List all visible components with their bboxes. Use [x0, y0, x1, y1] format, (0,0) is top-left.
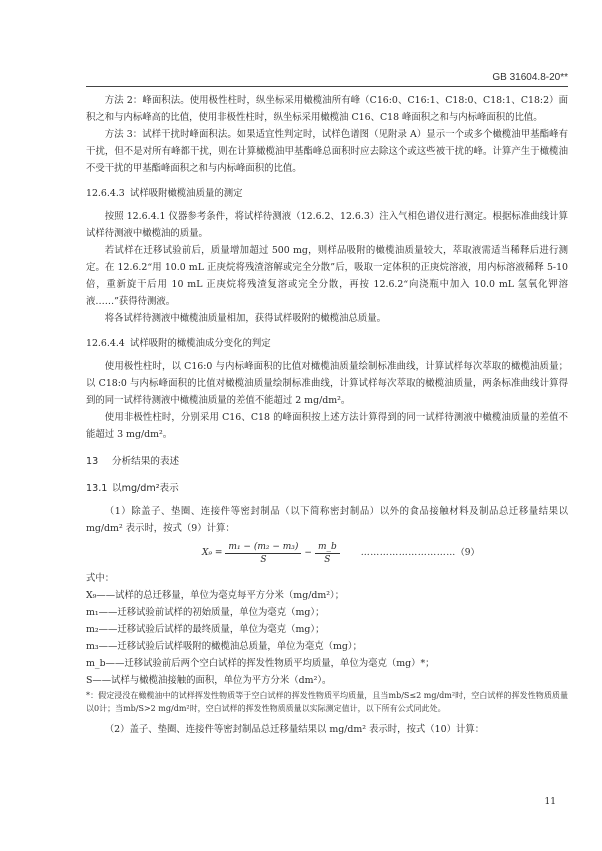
formula-operator: −	[304, 548, 312, 558]
paragraph-12-6-4-4-b: 使用非极性柱时，分别采用 C16、C18 的峰面积按上述方法计算得到的同一试样待测液中橄榄油质量的差值不能超过 3 mg/dm²。	[86, 412, 568, 440]
fraction-1	[225, 541, 301, 566]
section-number: 13.1	[86, 483, 108, 494]
section-title: 试样吸附橄榄油质量的测定	[130, 188, 243, 199]
formula-9	[202, 541, 568, 566]
definition-item: X₉——试样的总迁移量，单位为毫克每平方分米（mg/dm²）；	[86, 590, 345, 601]
definition-item: m₁——迁移试验前试样的初始质量，单位为毫克（mg）；	[86, 607, 325, 618]
section-13-heading	[86, 453, 568, 470]
section-12-6-4-4-heading	[86, 335, 568, 352]
page-body	[86, 92, 568, 738]
section-title: 分析结果的表述	[112, 456, 180, 467]
definition-item: m_b——迁移试验前后两个空白试样的挥发性物质平均质量，单位为毫克（mg）*；	[86, 658, 435, 669]
section-title: 以mg/dm²表示	[112, 483, 179, 494]
method-2-paragraph: 方法 2：峰面积法。使用极性柱时，纵坐标采用橄榄油所有峰（C16:0、C16:1、C18:0、C18:1、C18:2）面积之和与内标峰高的比值，使用非极性柱时，纵坐标采用橄榄油 C16、C18 峰面积之和与内标峰面积的比值。	[86, 95, 568, 123]
variable-definitions	[86, 587, 568, 689]
definition-item: m₂——迁移试验后试样的最终质量，单位为毫克（mg）；	[86, 624, 325, 635]
fraction-2	[315, 541, 340, 566]
paragraph-13-1-second: （2）盖子、垫圈、连接件等密封制品总迁移量结果以 mg/dm² 表示时，按式（10）计算：	[104, 724, 485, 735]
header-rule	[86, 86, 568, 87]
page-number: 11	[544, 797, 556, 807]
section-number: 12.6.4.3	[86, 188, 125, 199]
section-13-1-heading	[86, 480, 568, 497]
fraction-2-denominator: S	[324, 555, 331, 565]
definition-item: S——试样与橄榄油接触的面积，单位为平方分米（dm²）。	[86, 675, 332, 686]
formula-lhs: X₉ =	[202, 548, 223, 558]
equation-number: （9）	[455, 548, 480, 558]
section-number: 13	[86, 456, 99, 467]
footnote: *：假定浸没在橄榄油中的试样挥发性物质等于空白试样的挥发性物质平均质量，且当mb/S≤2 mg/dm²时，空白试样的挥发性物质质量以0计；当mb/S>2 mg/dm²时，空白试样的挥发性物质质量以实际测定值计，以下所有公式同此处。	[86, 691, 568, 713]
formula-leader-dots: …………………………	[360, 548, 456, 558]
fraction-1-numerator: m₁ − (m₂ − m₃)	[225, 541, 301, 554]
method-3-paragraph: 方法 3：试样干扰时峰面积法。如果适宜性判定时，试样色谱图（见附录 A）显示一个或多个橄榄油甲基酯峰有干扰，但不是对所有峰都干扰，则在计算橄榄油甲基酯峰总面积时应去除这个或这些被干扰的峰。计算产生于橄榄油不受干扰的甲基酯峰面积之和与内标峰面积的比值。	[86, 129, 568, 174]
paragraph-12-6-4-4-a: 使用极性柱时，以 C16:0 与内标峰面积的比值对橄榄油质量绘制标准曲线，计算试样每次萃取的橄榄油质量；以 C18:0 与内标峰面积的比值对橄榄油质量绘制标准曲线，计算试样每次萃取的橄榄油质量，两条标准曲线计算得到的同一试样待测液中橄榄油质量的差值不能超过 2 mg/dm²。	[86, 361, 568, 406]
where-label: 式中：	[86, 573, 115, 584]
paragraph-13-1-intro: （1）除盖子、垫圈、连接件等密封制品（以下简称密封制品）以外的食品接触材料及制品总迁移量结果以 mg/dm² 表示时，按式（9）计算：	[86, 506, 568, 534]
section-title: 试样吸附的橄榄油成分变化的判定	[130, 338, 271, 349]
standard-number: GB 31604.8-20**	[492, 72, 568, 83]
fraction-1-denominator: S	[260, 555, 267, 565]
paragraph-12-6-4-3-a: 按照 12.6.4.1 仪器参考条件，将试样待测液（12.6.2、12.6.3）注入气相色谱仪进行测定。根据标准曲线计算试样待测液中橄榄油的质量。	[86, 211, 568, 239]
paragraph-12-6-4-3-b: 若试样在迁移试验前后，质量增加超过 500 mg，则样品吸附的橄榄油质量较大，萃取液需适当稀释后进行测定。在 12.6.2“用 10.0 mL 正庚烷将残渣溶解或完全分散”后，吸取一定体积的正庚烷溶液，用内标溶液稀释 5-10 倍，重新旋干后用 10 mL 正庚烷将残渣复溶或完全分散，再按 12.6.2“向浇瓶中加入 10.0 mL 氢氧化钾溶液……”获得待测液。	[86, 245, 568, 307]
paragraph-12-6-4-3-c: 将各试样待测液中橄榄油质量相加，获得试样吸附的橄榄油总质量。	[104, 313, 387, 324]
definition-item: m₃——迁移试验后试样吸附的橄榄油总质量，单位为毫克（mg）；	[86, 641, 362, 652]
section-number: 12.6.4.4	[86, 338, 125, 349]
fraction-2-numerator: m_b	[315, 541, 340, 554]
section-12-6-4-3-heading	[86, 185, 568, 202]
